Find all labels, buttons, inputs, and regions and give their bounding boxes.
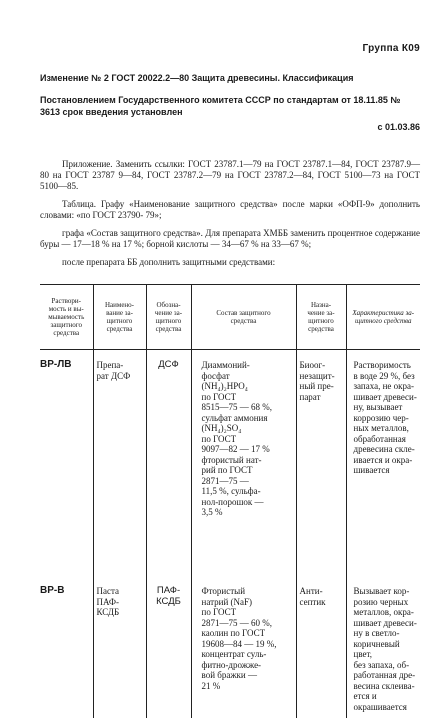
group-label: Группа К09: [362, 43, 420, 54]
amendment-heading: [40, 72, 420, 133]
header-purpose: Назна- чение за- щитного средства: [296, 285, 346, 350]
row-composition: Диаммоний- фосфат (NH₄)₂HPO₄ по ГОСТ 8515—75 — 68 %, сульфат аммония (NH₄)₂SO₄ по ГОСТ 9097—82 — 17 % фтористый нат- рий по ГОСТ 2871—75 — 11,5 %, сульфа- нол-порошок — 3,5 %: [191, 350, 296, 577]
row-code: ВР-В: [40, 585, 65, 596]
amendment-body: [40, 159, 420, 275]
row-characteristics: Вызывает кор- розию черных металлов, окра- шивает древеси- ну в светло- коричневый цвет, без запаха, об- работанная дре- весина склеива- ется и окрашивается: [346, 576, 420, 718]
row-purpose: Анти- септик: [296, 576, 346, 718]
row-designation: ПАФ- КСДБ: [146, 576, 191, 718]
paragraph-table-column: Таблица. Графу «Наименование защитного средства» после марки «ОФП-9» дополнить словами: «по ГОСТ 23790- 79»;: [40, 199, 420, 220]
paragraph-addition: после препарата ББ дополнить защитными средствами:: [62, 257, 276, 267]
row-purpose: Биоог- незащит- ный пре- парат: [296, 350, 346, 577]
row-agent-name: Препа- рат ДСФ: [93, 350, 146, 577]
row-agent-name: Паста ПАФ- КСДБ: [93, 576, 146, 718]
header-name: Наимено- вание за- щитного средства: [93, 285, 146, 350]
protective-agents-table: [40, 284, 420, 718]
table-row: [40, 576, 420, 718]
header-designation: Обозна- чение за- щитного средства: [146, 285, 191, 350]
table-row: [40, 350, 420, 577]
row-code: ВР-ЛВ: [40, 359, 72, 370]
header-composition: Состав защитного средства: [191, 285, 296, 350]
table-header-row: [40, 285, 420, 350]
header-solubility: Раствори- мость и вы- мываемость защитного средства: [40, 285, 93, 350]
amendment-title: Изменение № 2 ГОСТ 20022.2—80 Защита древесины. Классификация: [40, 73, 354, 83]
paragraph-composition: графа «Состав защитного средства». Для препарата ХМББ заменить процентное содержание буры — 17—18 % на 17 %; борной кислоты — 34—67 % на 33—67 %;: [40, 228, 420, 249]
paragraph-appendix: Приложение. Заменить ссылки: ГОСТ 23787.1—79 на ГОСТ 23787.1—84, ГОСТ 23787.9—80 на ГОСТ 23787 9—84, ГОСТ 23787.2—79 на ГОСТ 23787.2—84, ГОСТ 5100—73 на ГОСТ 5100—85.: [40, 159, 420, 191]
decree-text: Постановлением Государственного комитета СССР по стандартам от 18.11.85 № 3613 срок введения установлен: [40, 95, 401, 117]
row-designation: ДСФ: [146, 350, 191, 577]
row-composition: Фтористый натрий (NaF) по ГОСТ 2871—75 — 60 %, каолин по ГОСТ 19608—84 — 19 %, концентрат суль- фитно-дрожже- вой бражки — 21 %: [191, 576, 296, 718]
row-characteristics: Растворимость в воде 29 %, без запаха, не окра- шивает древеси- ну, вызывает коррозию чер- ных металлов, обработанная древесина скле- ивается и окра- шивается: [346, 350, 420, 577]
effective-date: с 01.03.86: [377, 122, 420, 132]
header-characteristics: Характеристика за- щитного средства: [346, 285, 420, 350]
